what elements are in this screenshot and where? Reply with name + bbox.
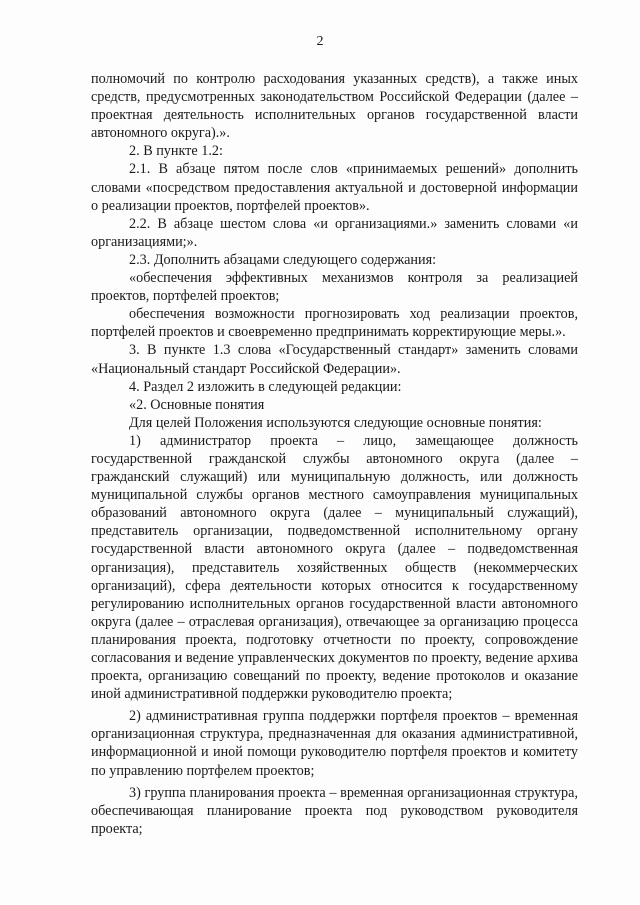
definition-item: 2) административная группа поддержки портфеля проектов – временная организационная структура, предназначенная для оказания административной, информационной и иной помощи руководителю портфеля проектов и комитету по управлению портфелем проектов; [91,708,578,779]
paragraph: обеспечения возможности прогнозировать ход реализации проектов, портфелей проектов и своевременно предпринимать корректирующие меры.». [91,306,578,341]
definition-item: 3) группа планирования проекта – временная организационная структура, обеспечивающая планирование проекта под руководством руководителя проекта; [91,784,578,837]
paragraph: 2. В пункте 1.2: [129,143,223,160]
section-heading: «2. Основные понятия [129,396,265,413]
definition-item: 1) администратор проекта – лицо, замещающее должность государственной гражданской службы автономного округа (далее – гражданский служащий) или муниципальную должность, или должность муниципальной службы органов местного самоуправления муниципальных образований автономного округа (далее – муниципальный служащий), представитель организации, подведомственной исполнительному органу государственной власти автономного округа (далее – подведомственная организация), представитель хозяйственных обществ (некоммерческих организаций), сфера деятельности которых относится к государственному регулированию исполнительных органов государственной власти автономного округа (далее – отраслевая организация), отвечающее за организацию процесса планирования проекта, подготовку отчетности по проекту, сопровождение согласования и ведение управленческих документов по проекту, ведение архива проекта, организацию совещаний по проекту, ведение протоколов и оказание иной административной поддержки руководителю проекта; [91,432,578,703]
paragraph: 3. В пункте 1.3 слова «Государственный стандарт» заменить словами «Национальный стандарт Российской Федерации». [91,342,578,377]
paragraph: Для целей Положения используются следующие основные понятия: [129,414,542,431]
document-body [91,70,578,838]
paragraph: полномочий по контролю расходования указанных средств), а также иных средств, предусмотренных законодательством Российской Федерации (далее – проектная деятельность исполнительных органов государственной власти автономного округа).». [91,71,578,142]
paragraph: 2.2. В абзаце шестом слова «и организациями.» заменить словами «и организациями;». [91,215,578,250]
paragraph: 4. Раздел 2 изложить в следующей редакции: [129,378,402,395]
paragraph: «обеспечения эффективных механизмов контроля за реализацией проектов, портфелей проектов; [91,270,578,305]
paragraph: 2.3. Дополнить абзацами следующего содержания: [129,251,437,268]
paragraph: 2.1. В абзаце пятом после слов «принимаемых решений» дополнить словами «посредством предоставления актуальной и достоверной информации о реализации проектов, портфелей проектов». [91,161,578,214]
page-number: 2 [316,34,324,49]
